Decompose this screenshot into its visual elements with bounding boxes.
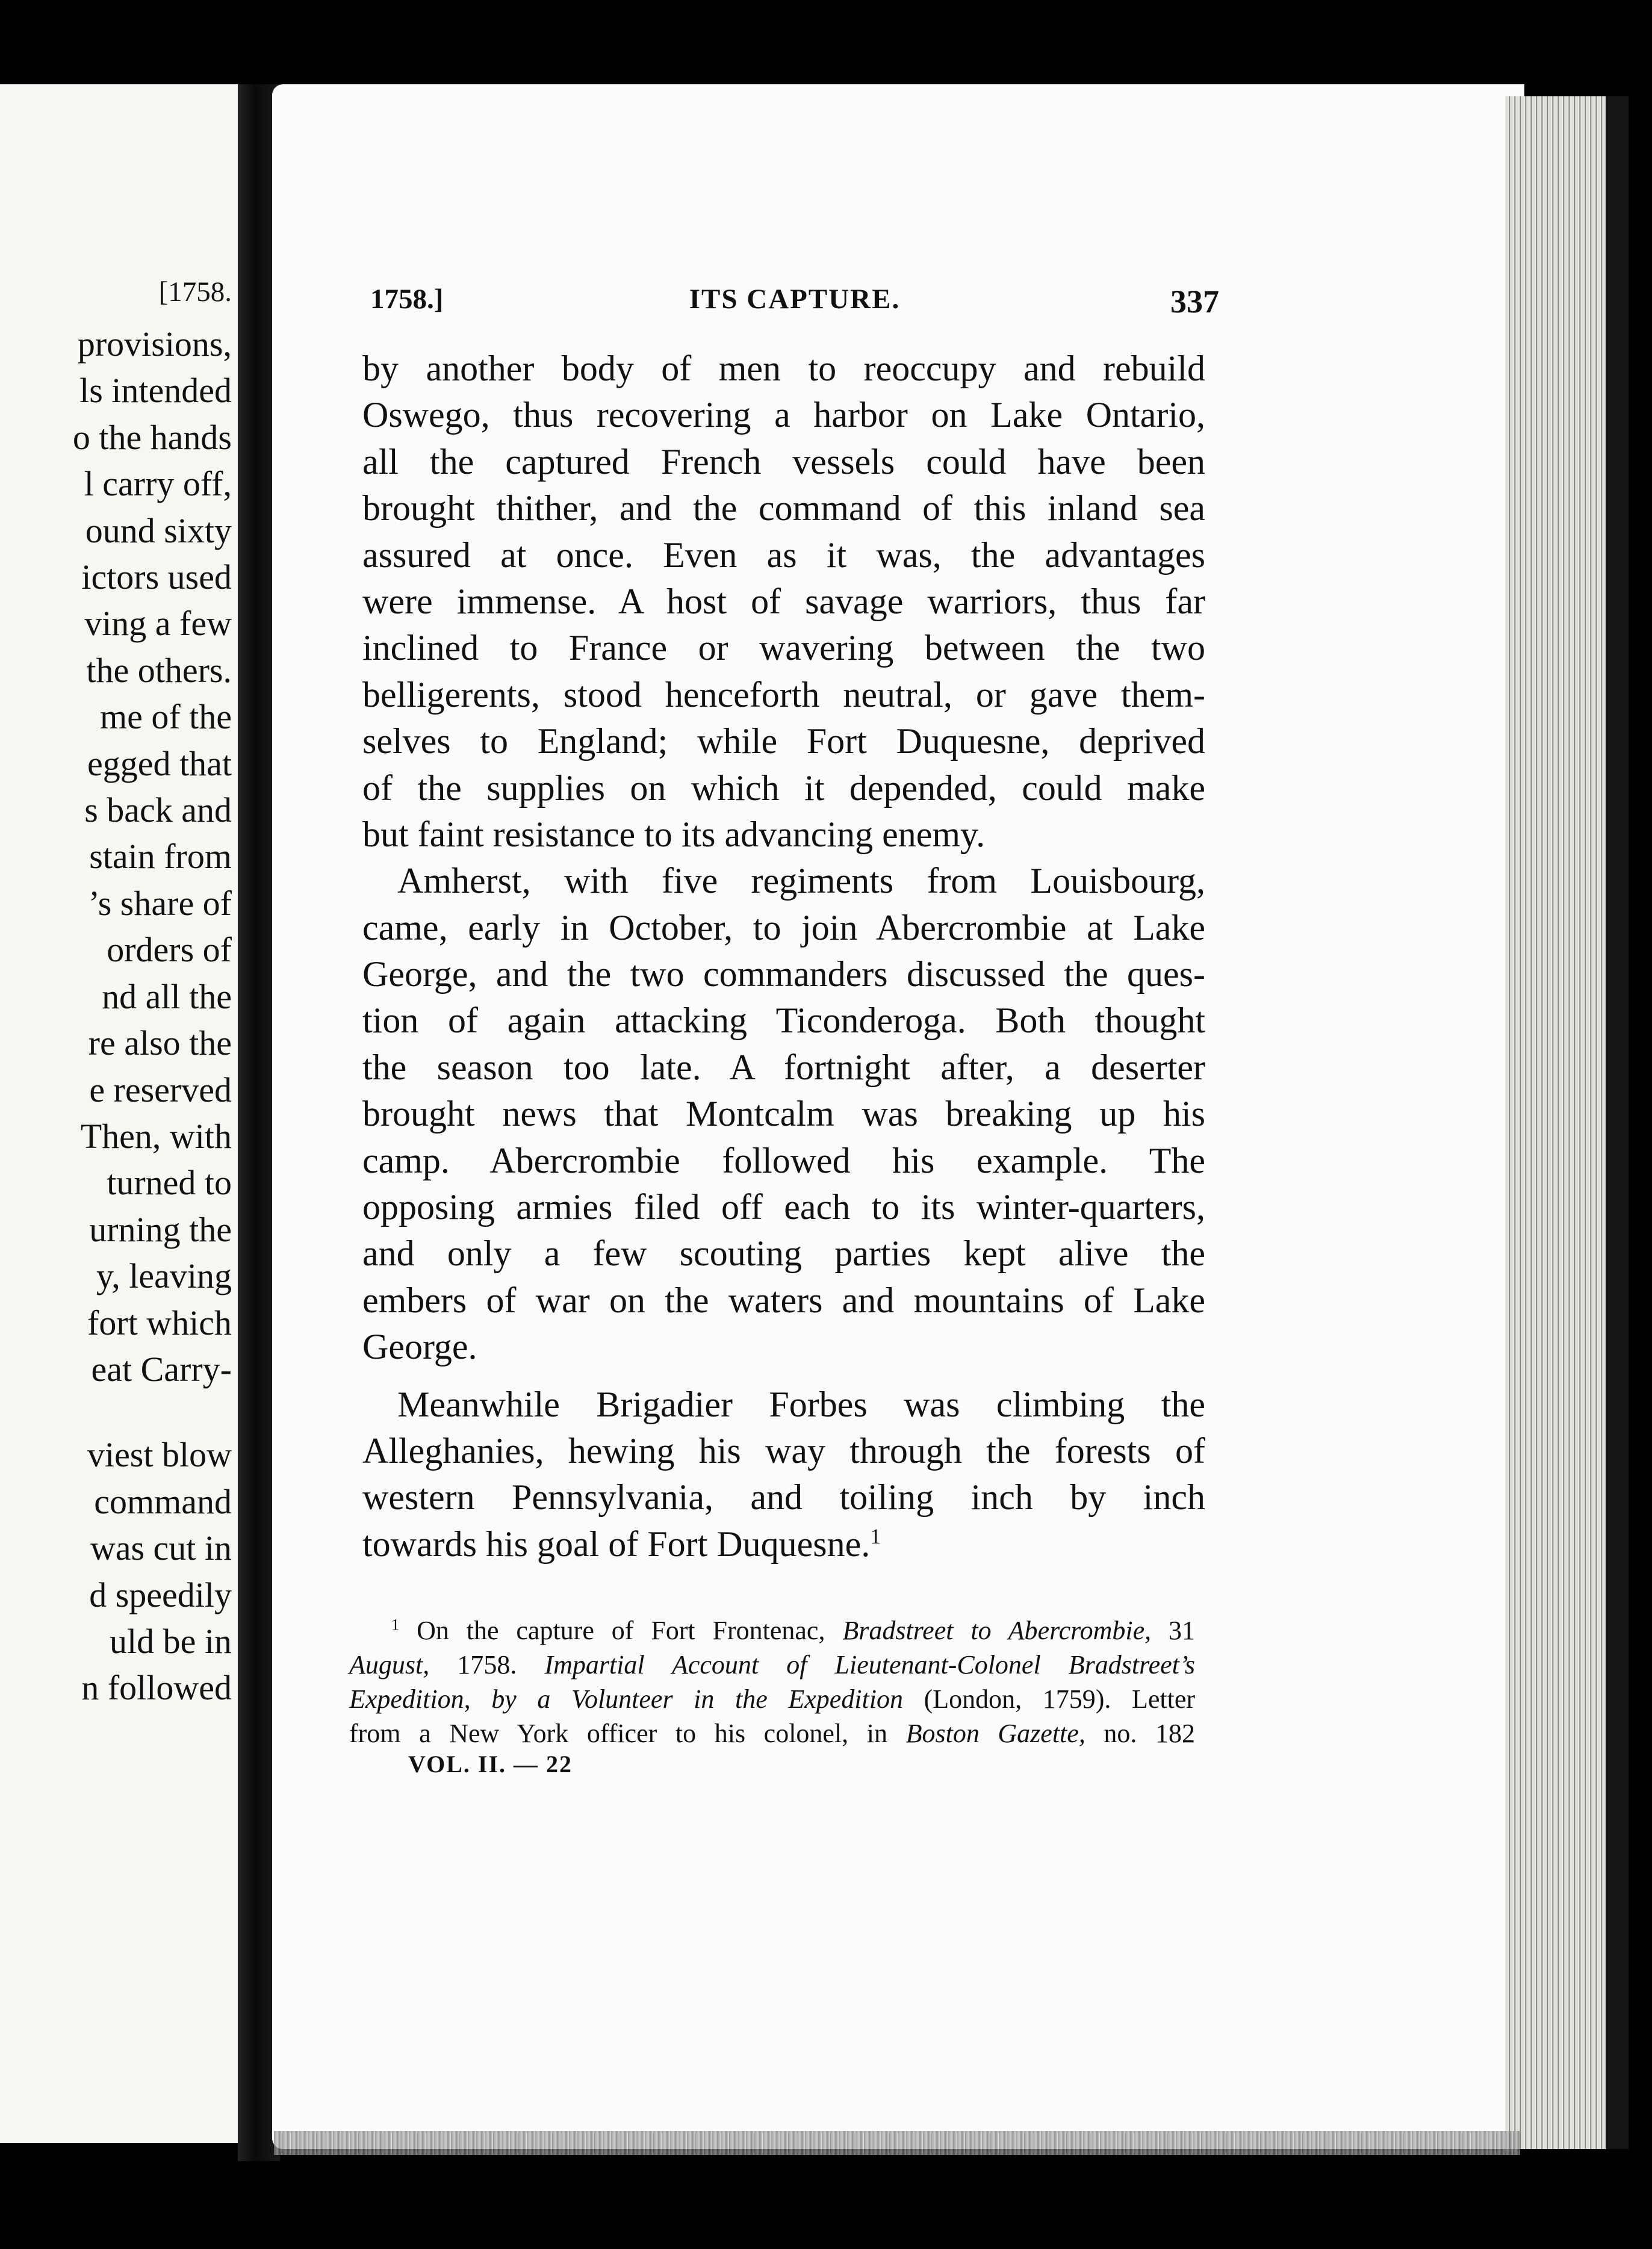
text-line: eat Carry- (91, 1349, 232, 1389)
text-line: opposing armies filed off each to its winter-quarters, (362, 1187, 1205, 1227)
text-line: Meanwhile Brigadier Forbes was climbing the (397, 1384, 1205, 1424)
paragraph-1 (362, 346, 1205, 858)
footnote-marker: 1 (870, 1524, 881, 1548)
text-line: egged that (87, 743, 232, 783)
book-cover-edge (1606, 96, 1629, 2149)
text-line-content: towards his goal of Fort Duquesne. (362, 1524, 871, 1564)
page-number: 337 (1170, 284, 1219, 320)
text-line: uld be in (110, 1621, 232, 1661)
text-line: s back and (84, 790, 232, 830)
page-bottom-edge (274, 2131, 1520, 2155)
text-line: re also the (88, 1023, 232, 1063)
text-line: ving a few (84, 604, 232, 644)
paragraph-gap (73, 1392, 232, 1432)
text-line: were immense. A host of savage warriors, thus far (362, 581, 1205, 621)
text-line: the season too late. A fortnight after, a deserter (362, 1047, 1205, 1087)
footnote-text: from a New York officer to his colonel, in (349, 1719, 887, 1748)
text-line: belligerents, stood henceforth neutral, or gave them- (362, 674, 1205, 715)
text-line: by another body of men to reoccupy and rebuild (362, 349, 1205, 388)
text-line: brought news that Montcalm was breaking up his (362, 1094, 1205, 1134)
text-line: turned to (107, 1163, 232, 1203)
text-line: and only a few scouting parties kept alive the (362, 1233, 1205, 1274)
text-line: George, and the two commanders discussed the ques- (362, 954, 1205, 994)
text-line: Alleghanies, hewing his way through the forests of (362, 1430, 1205, 1471)
text-line: command (94, 1481, 232, 1521)
text-line: brought thither, and the command of this inland sea (362, 488, 1205, 529)
paragraph-3 (362, 1382, 1205, 1568)
text-line: n followed (81, 1668, 232, 1708)
text-line: ictors used (81, 557, 232, 597)
running-header (370, 283, 1219, 325)
body-text (362, 346, 1205, 1568)
text-line: l carry off, (84, 464, 232, 504)
text-line: tion of again attacking Ticonderoga. Both thought (362, 1000, 1205, 1041)
text-line: stain from (89, 837, 232, 876)
header-year: 1758.] (370, 284, 444, 315)
text-line: viest blow (87, 1435, 232, 1475)
footnote-italic: Impartial Account of Lieutenant-Colonel Bradstreet’s (544, 1650, 1195, 1680)
text-line: was cut in (90, 1528, 232, 1568)
text-line: inclined to France or wavering between the two (362, 628, 1205, 668)
left-page (0, 84, 238, 2143)
paragraph-gap (362, 1371, 1205, 1382)
text-line: urning the (89, 1209, 232, 1249)
left-page-header: [1758. (158, 276, 232, 308)
footnote-line (349, 1682, 1195, 1716)
text-line: e reserved (89, 1070, 232, 1109)
text-line: of the supplies on which it depended, could make (362, 768, 1205, 808)
text-line: Then, with (80, 1116, 232, 1156)
footnotes (349, 1613, 1195, 1751)
footnote-italic: Boston Gazette, (905, 1719, 1085, 1748)
footnote-text: 1758. (457, 1650, 517, 1680)
footnote-italic: August, (349, 1650, 430, 1680)
text-line (362, 1521, 1205, 1568)
footnote-line (349, 1716, 1195, 1751)
footnote-text: (London, 1759). Letter (924, 1684, 1196, 1714)
text-line: orders of (107, 930, 232, 970)
text-line: assured at once. Even as it was, the advantages (362, 535, 1205, 575)
text-line: nd all the (102, 976, 232, 1016)
left-page-text (73, 321, 232, 1711)
text-line: but faint resistance to its advancing enemy. (362, 814, 986, 854)
text-line: George. (362, 1327, 477, 1367)
text-line: Oswego, thus recovering a harbor on Lake Ontario, (362, 395, 1205, 435)
text-line: me of the (99, 697, 232, 737)
footnote-text: 31 (1169, 1616, 1196, 1645)
footnote-number: 1 (391, 1615, 400, 1634)
text-line: camp. Abercrombie followed his example. The (362, 1140, 1205, 1180)
footnote-text: On the capture of Fort Frontenac, (417, 1616, 825, 1645)
footnote-line (349, 1648, 1195, 1682)
text-line: Amherst, with five regiments from Louisbourg, (397, 861, 1205, 901)
paragraph-2 (362, 858, 1205, 1370)
header-title: ITS CAPTURE. (689, 284, 901, 315)
text-line: fort which (87, 1303, 232, 1342)
text-line: d speedily (89, 1575, 232, 1615)
text-line: selves to England; while Fort Duquesne, deprived (362, 721, 1205, 762)
text-line: came, early in October, to join Abercrombie at Lake (362, 907, 1205, 948)
signature-mark: VOL. II. — 22 (408, 1751, 573, 1778)
page-edges (1505, 96, 1629, 2149)
text-line: the others. (86, 650, 232, 690)
text-line: embers of war on the waters and mountains of Lake (362, 1280, 1205, 1320)
text-line: o the hands (72, 417, 232, 457)
text-line: all the captured French vessels could have been (362, 441, 1205, 482)
footnote-text: no. 182 (1104, 1719, 1196, 1748)
text-line: ’s share of (88, 883, 232, 923)
text-line: ound sixty (85, 510, 232, 550)
text-line: y, leaving (96, 1256, 232, 1296)
footnote-italic: Expedition, by a Volunteer in the Expedition (349, 1684, 903, 1714)
footnote-italic: Bradstreet to Abercrombie, (842, 1616, 1152, 1645)
text-line: ls intended (79, 371, 232, 411)
footnote-line (349, 1613, 1195, 1648)
text-line: provisions, (77, 324, 232, 364)
text-line: western Pennsylvania, and toiling inch by inch (362, 1477, 1205, 1518)
